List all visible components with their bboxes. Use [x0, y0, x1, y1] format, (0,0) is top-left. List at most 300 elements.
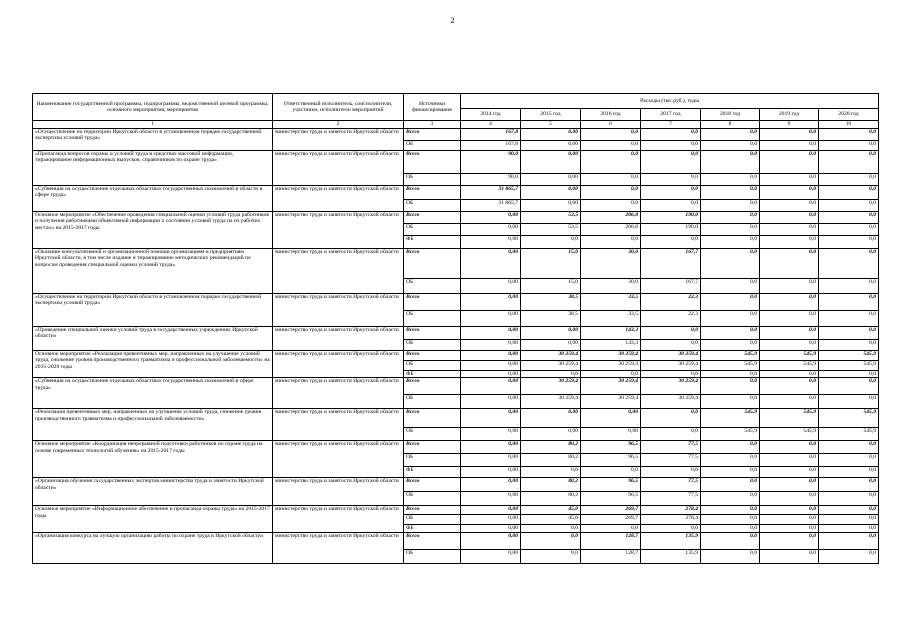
expense-value: 31 865,7	[461, 186, 521, 200]
expense-value: 0,0	[641, 371, 701, 378]
funding-source: Всего	[404, 506, 461, 515]
activity-name: Основное мероприятие «Реализация превентивных мер, направленных на улучшение условий труда, снижение уровня производственного травматизма и профессиональной заболеваемости» на 2015-2020 годы	[33, 351, 273, 378]
expense-value: 0,0	[701, 441, 760, 454]
expense-value: 30 259,4	[521, 361, 581, 371]
expense-value: 0,0	[641, 186, 701, 200]
expense-value: 0,00	[461, 550, 521, 564]
funding-source: Всего	[404, 351, 461, 361]
expense-value: 0,0	[581, 186, 641, 200]
expense-value: 0,00	[461, 409, 521, 428]
funding-source: ОБ	[404, 311, 461, 327]
expense-value: 0,00	[461, 279, 521, 294]
expense-value: 0,0	[760, 294, 819, 311]
expense-value: 0,00	[461, 454, 521, 467]
expense-value: 128,7	[581, 533, 641, 550]
expense-value: 30 259,4	[641, 395, 701, 409]
expense-value: 0,0	[701, 129, 760, 141]
expense-value: 30 259,4	[521, 351, 581, 361]
expense-value: 0,0	[760, 454, 819, 467]
expense-value: 80,2	[521, 441, 581, 454]
executor-name: министерство труда и занятости Иркутской области	[273, 351, 404, 378]
expense-value: 0,00	[461, 212, 521, 224]
expense-value: 0,0	[819, 340, 879, 351]
expense-value: 0,00	[521, 200, 581, 212]
column-index: 4	[461, 121, 521, 129]
expense-value: 77,5	[641, 454, 701, 467]
funding-source: ОБ	[404, 200, 461, 212]
expense-value: 0,0	[701, 311, 760, 327]
expense-value: 167,7	[641, 279, 701, 294]
header-year: 2020 год	[819, 109, 879, 121]
expense-value: 0,00	[461, 441, 521, 454]
expense-value: 0,0	[760, 478, 819, 492]
header-year: 2014 год	[461, 109, 521, 121]
page-number: 2	[450, 16, 455, 25]
expense-value: 0,0	[819, 249, 879, 279]
expense-value: 53,5	[521, 212, 581, 224]
executor-name: министерство труда и занятости Иркутской области	[273, 294, 404, 327]
expense-value: 0,0	[641, 151, 701, 174]
expense-value: 278,4	[641, 515, 701, 525]
funding-source: ФБ	[404, 236, 461, 249]
expense-value: 143,3	[581, 327, 641, 340]
expense-value: 0,0	[760, 533, 819, 550]
budget-table	[32, 93, 879, 564]
expense-value: 545,9	[701, 351, 760, 361]
expense-value: 0,0	[819, 224, 879, 236]
executor-name: министерство труда и занятости Иркутской области	[273, 186, 404, 212]
expense-value: 0,0	[760, 515, 819, 525]
table-row	[33, 506, 879, 515]
table-row	[33, 478, 879, 492]
expense-value: 0,0	[760, 327, 819, 340]
expense-value: 545,9	[760, 361, 819, 371]
funding-source: ОБ	[404, 224, 461, 236]
expense-value: 45,0	[521, 515, 581, 525]
column-index: 6	[581, 121, 641, 129]
funding-source: ФБ	[404, 525, 461, 533]
expense-value: 0,0	[521, 236, 581, 249]
expense-value: 0,00	[461, 428, 521, 441]
expense-value: 0,0	[760, 212, 819, 224]
column-index: 2	[273, 121, 404, 129]
expense-value: 0,0	[819, 151, 879, 174]
expense-value: 0,0	[760, 550, 819, 564]
expense-value: 0,00	[461, 506, 521, 515]
expense-value: 0,00	[461, 395, 521, 409]
funding-source: ОБ	[404, 141, 461, 151]
expense-value: 0,0	[581, 525, 641, 533]
funding-source: ФБ	[404, 371, 461, 378]
expense-value: 0,00	[461, 515, 521, 525]
table-row	[33, 294, 879, 311]
expense-value: 545,9	[819, 409, 879, 428]
funding-source: Всего	[404, 294, 461, 311]
expense-value: 0,0	[819, 311, 879, 327]
expense-value: 167,8	[461, 129, 521, 141]
expense-value: 30 259,4	[641, 351, 701, 361]
expense-value: 545,9	[819, 428, 879, 441]
expense-value: 0,0	[701, 200, 760, 212]
header-name: Наименование государственной программы, подпрограммы, ведомственной целевой программы, основного мероприятия, мероприятия	[33, 94, 273, 121]
funding-source: ОБ	[404, 454, 461, 467]
expense-value: 0,00	[461, 224, 521, 236]
expense-value: 545,9	[701, 361, 760, 371]
expense-value: 545,9	[701, 428, 760, 441]
expense-value: 0,00	[461, 294, 521, 311]
table-row	[33, 249, 879, 279]
expense-value: 0,0	[641, 174, 701, 186]
expense-value: 0,0	[760, 174, 819, 186]
executor-name: министерство труда и занятости Иркутской области	[273, 249, 404, 294]
expense-value: 0,0	[641, 525, 701, 533]
expense-value: 0,00	[461, 467, 521, 478]
expense-value: 45,0	[521, 506, 581, 515]
funding-source: ОБ	[404, 492, 461, 506]
expense-value: 0,0	[760, 441, 819, 454]
expense-value: 0,0	[701, 249, 760, 279]
expense-value: 0,0	[819, 395, 879, 409]
executor-name: министерство труда и занятости Иркутской области	[273, 327, 404, 351]
expense-value: 0,0	[819, 141, 879, 151]
expense-value: 0,00	[461, 378, 521, 395]
expense-value: 0,00	[521, 428, 581, 441]
funding-source: Всего	[404, 327, 461, 340]
expense-value: 0,0	[819, 506, 879, 515]
expense-value: 90,0	[461, 151, 521, 174]
funding-source: Всего	[404, 378, 461, 395]
activity-name: «Организация обучения государственных экспертов министерства труда и занятости Иркутской области»	[33, 478, 273, 506]
expense-value: 77,5	[641, 441, 701, 454]
expense-value: 0,0	[521, 550, 581, 564]
expense-value: 0,0	[819, 294, 879, 311]
expense-value: 30 259,4	[641, 361, 701, 371]
expense-value: 0,0	[701, 506, 760, 515]
expense-value: 0,0	[760, 151, 819, 174]
expense-value: 0,0	[701, 525, 760, 533]
expense-value: 96,5	[581, 478, 641, 492]
expense-value: 0,00	[461, 351, 521, 361]
activity-name: «Осуществление на территории Иркутской области в установленном порядке государственной экспертизы условий труда»	[33, 294, 273, 327]
expense-value: 545,9	[819, 351, 879, 361]
funding-source: ОБ	[404, 515, 461, 525]
table-row	[33, 129, 879, 141]
funding-source: ОБ	[404, 174, 461, 186]
expense-value: 0,00	[521, 186, 581, 200]
funding-source: Всего	[404, 212, 461, 224]
column-index: 3	[404, 121, 461, 129]
expense-value: 0,0	[581, 236, 641, 249]
expense-value: 0,0	[760, 506, 819, 515]
expense-value: 0,0	[760, 224, 819, 236]
expense-value: 0,0	[641, 200, 701, 212]
expense-value: 0,0	[701, 174, 760, 186]
table-row	[33, 441, 879, 454]
expense-value: 0,0	[521, 525, 581, 533]
table-row	[33, 212, 879, 224]
expense-value: 0,0	[521, 371, 581, 378]
expense-value: 15,0	[521, 279, 581, 294]
expense-value: 545,9	[819, 361, 879, 371]
column-index: 5	[521, 121, 581, 129]
expense-value: 0,0	[581, 200, 641, 212]
expense-value: 0,0	[581, 371, 641, 378]
expense-value: 0,0	[701, 492, 760, 506]
expense-value: 0,0	[760, 467, 819, 478]
header-year: 2019 год	[760, 109, 819, 121]
expense-value: 0,00	[461, 371, 521, 378]
expense-value: 0,0	[641, 327, 701, 340]
expense-value: 77,5	[641, 478, 701, 492]
expense-value: 0,0	[819, 550, 879, 564]
expense-value: 0,0	[581, 129, 641, 141]
expense-value: 0,00	[521, 174, 581, 186]
expense-value: 0,0	[760, 340, 819, 351]
expense-value: 0,0	[819, 129, 879, 141]
activity-name: Основное мероприятие «Координация непрерывной подготовки работников по охране труда на основе современных технологий обучения» на 2015-2017 годы	[33, 441, 273, 478]
table-row	[33, 378, 879, 395]
expense-value: 0,0	[819, 478, 879, 492]
expense-value: 30 259,4	[641, 378, 701, 395]
funding-source: ОБ	[404, 340, 461, 351]
expense-value: 545,9	[760, 428, 819, 441]
funding-source: ОБ	[404, 550, 461, 564]
expense-value: 545,9	[760, 351, 819, 361]
expense-value: 0,00	[581, 428, 641, 441]
expense-value: 0,0	[701, 378, 760, 395]
expense-value: 0,00	[461, 327, 521, 340]
header-year: 2015 год	[521, 109, 581, 121]
funding-source: Всего	[404, 478, 461, 492]
expense-value: 0,0	[819, 492, 879, 506]
expense-value: 0,00	[521, 409, 581, 428]
funding-source: Всего	[404, 409, 461, 428]
expense-value: 0,0	[641, 409, 701, 428]
expense-value: 0,0	[819, 200, 879, 212]
expense-value: 0,0	[641, 428, 701, 441]
expense-value: 128,7	[581, 550, 641, 564]
expense-value: 0,0	[641, 129, 701, 141]
expense-value: 0,00	[521, 340, 581, 351]
activity-name: «Субвенция на осуществление отдельных областных государственных полномочий в сфере труда»	[33, 378, 273, 409]
expense-value: 0,0	[760, 186, 819, 200]
expense-value: 0,0	[760, 249, 819, 279]
expense-value: 0,00	[461, 249, 521, 279]
expense-value: 0,00	[461, 311, 521, 327]
funding-source: Всего	[404, 186, 461, 200]
expense-value: 0,0	[760, 236, 819, 249]
expense-value: 0,0	[760, 492, 819, 506]
expense-value: 0,00	[461, 533, 521, 550]
expense-value: 30,0	[581, 249, 641, 279]
expense-value: 38,5	[521, 311, 581, 327]
activity-name: «Осуществление на территории Иркутской области в установленном порядке государственной экспертизы условий труда»	[33, 129, 273, 151]
table-body	[33, 129, 879, 564]
expense-value: 96,5	[581, 454, 641, 467]
column-index: 1	[33, 121, 273, 129]
expense-value: 0,0	[701, 467, 760, 478]
funding-source: ОБ	[404, 428, 461, 441]
executor-name: министерство труда и занятости Иркутской области	[273, 478, 404, 506]
expense-value: 0,0	[819, 454, 879, 467]
funding-source: ФБ	[404, 467, 461, 478]
activity-name: «Организация конкурса на лучшую организацию работы по охране труда в Иркутской области»	[33, 533, 273, 564]
header-executor: Ответственный исполнитель, соисполнители, участники, исполнители мероприятий	[273, 94, 404, 121]
expense-value: 0,0	[581, 467, 641, 478]
expense-value: 77,5	[641, 492, 701, 506]
expense-value: 135,9	[641, 533, 701, 550]
expense-value: 0,0	[701, 327, 760, 340]
expense-value: 0,0	[760, 200, 819, 212]
expense-value: 0,0	[819, 441, 879, 454]
expense-value: 0,0	[819, 212, 879, 224]
column-index: 8	[701, 121, 760, 129]
activity-name: Основное мероприятие «Информационное обеспечение и пропаганда охраны труда» на 2015-2017 годы	[33, 506, 273, 533]
executor-name: министерство труда и занятости Иркутской области	[273, 441, 404, 478]
executor-name: министерство труда и занятости Иркутской области	[273, 409, 404, 441]
activity-name: «Проведение специальной оценки условий труда в государственных учреждениях Иркутской области»	[33, 327, 273, 351]
expense-value: 30,0	[581, 279, 641, 294]
expense-value: 0,00	[461, 478, 521, 492]
expense-value: 0,00	[521, 327, 581, 340]
expense-value: 0,0	[760, 378, 819, 395]
expense-value: 30 259,4	[581, 351, 641, 361]
expense-value: 545,9	[760, 409, 819, 428]
activity-name: «Оказание консультативной и организационной помощи организациям и предприятиям Иркутской области, в том числе издание и тиражирование методических рекомендаций по вопросам проведения специальной оценки условий труда»	[33, 249, 273, 294]
expense-value: 22,3	[641, 294, 701, 311]
expense-value: 0,0	[819, 236, 879, 249]
expense-value: 0,00	[461, 236, 521, 249]
expense-value: 0,0	[581, 141, 641, 151]
expense-value: 96,5	[581, 492, 641, 506]
column-index: 7	[641, 121, 701, 129]
expense-value: 30 259,4	[581, 378, 641, 395]
expense-value: 206,8	[581, 212, 641, 224]
expense-value: 0,00	[461, 340, 521, 351]
expense-value: 80,2	[521, 454, 581, 467]
column-index: 9	[760, 121, 819, 129]
executor-name: министерство труда и занятости Иркутской области	[273, 533, 404, 564]
expense-value: 0,0	[760, 129, 819, 141]
header-year: 2017 год	[641, 109, 701, 121]
header-source: Источники финансирования	[404, 94, 461, 121]
table-row	[33, 533, 879, 550]
expense-value: 0,0	[521, 467, 581, 478]
expense-value: 167,8	[461, 141, 521, 151]
expense-value: 0,0	[819, 467, 879, 478]
funding-source: Всего	[404, 151, 461, 174]
table-row	[33, 151, 879, 174]
expense-value: 0,0	[701, 279, 760, 294]
expense-value: 0,0	[760, 311, 819, 327]
expense-value: 31 865,7	[461, 200, 521, 212]
expense-value: 22,3	[641, 311, 701, 327]
expense-value: 0,00	[581, 409, 641, 428]
expense-value: 0,0	[760, 371, 819, 378]
expense-value: 167,7	[641, 249, 701, 279]
header-year: 2018 год	[701, 109, 760, 121]
expense-value: 0,0	[581, 151, 641, 174]
expense-value: 0,0	[760, 279, 819, 294]
funding-source: Всего	[404, 249, 461, 279]
table-row	[33, 327, 879, 340]
expense-value: 0,00	[521, 129, 581, 141]
expense-value: 0,0	[819, 533, 879, 550]
funding-source: Всего	[404, 441, 461, 454]
expense-value: 0,0	[701, 224, 760, 236]
expense-value: 0,0	[760, 525, 819, 533]
expense-value: 0,0	[701, 141, 760, 151]
executor-name: министерство труда и занятости Иркутской области	[273, 151, 404, 186]
expense-value: 206,8	[581, 224, 641, 236]
expense-value: 0,0	[819, 327, 879, 340]
expense-value: 0,0	[701, 533, 760, 550]
expense-value: 0,0	[819, 378, 879, 395]
expense-value: 38,5	[521, 294, 581, 311]
activity-name: «Реализация превентивных мер, направленных на улучшение условий труда, снижение уровня производственного травматизма и профессиональной заболеваемости»	[33, 409, 273, 441]
expense-value: 0,0	[701, 371, 760, 378]
expense-value: 0,0	[760, 395, 819, 409]
expense-value: 269,7	[581, 506, 641, 515]
expense-value: 30 259,4	[521, 395, 581, 409]
executor-name: министерство труда и занятости Иркутской области	[273, 212, 404, 249]
expense-value: 0,0	[701, 151, 760, 174]
expense-value: 0,0	[701, 478, 760, 492]
executor-name: министерство труда и занятости Иркутской области	[273, 506, 404, 533]
expense-value: 269,7	[581, 515, 641, 525]
table-row	[33, 409, 879, 428]
expense-value: 15,0	[521, 249, 581, 279]
expense-value: 30 259,4	[581, 361, 641, 371]
expense-value: 545,9	[701, 409, 760, 428]
expense-value: 0,00	[461, 361, 521, 371]
expense-value: 0,0	[701, 454, 760, 467]
expense-value: 0,00	[461, 492, 521, 506]
expense-value: 30 259,4	[581, 395, 641, 409]
header-expenses: Расходы (тыс.руб.), годы	[461, 94, 879, 109]
expense-value: 0,00	[461, 525, 521, 533]
expense-value: 0,00	[521, 141, 581, 151]
expense-value: 0,0	[819, 279, 879, 294]
expense-value: 0,0	[819, 515, 879, 525]
expense-value: 190,0	[641, 224, 701, 236]
expense-value: 135,9	[641, 550, 701, 564]
expense-value: 0,0	[521, 533, 581, 550]
expense-value: 0,0	[581, 174, 641, 186]
table-row	[33, 351, 879, 361]
expense-value: 33,5	[581, 294, 641, 311]
expense-value: 0,0	[701, 212, 760, 224]
expense-value: 0,0	[819, 174, 879, 186]
expense-value: 278,4	[641, 506, 701, 515]
expense-value: 80,2	[521, 478, 581, 492]
activity-name: «Пропаганда вопросов охраны и условий труда в средствах массовой информации, тиражирование информационных выпусков, справочников по охране труда»	[33, 151, 273, 186]
header-year: 2016 год	[581, 109, 641, 121]
expense-value: 0,0	[819, 525, 879, 533]
expense-value: 0,0	[641, 467, 701, 478]
expense-value: 33,5	[581, 311, 641, 327]
expense-value: 0,0	[701, 186, 760, 200]
funding-source: ОБ	[404, 361, 461, 371]
funding-source: ОБ	[404, 279, 461, 294]
funding-source: Всего	[404, 533, 461, 550]
funding-source: Всего	[404, 129, 461, 141]
activity-name: «Субвенция на осуществление отдельных областных государственных полномочий в области в сфере труда»	[33, 186, 273, 212]
column-index: 10	[819, 121, 879, 129]
expense-value: 143,3	[581, 340, 641, 351]
expense-value: 80,2	[521, 492, 581, 506]
expense-value: 0,0	[701, 395, 760, 409]
